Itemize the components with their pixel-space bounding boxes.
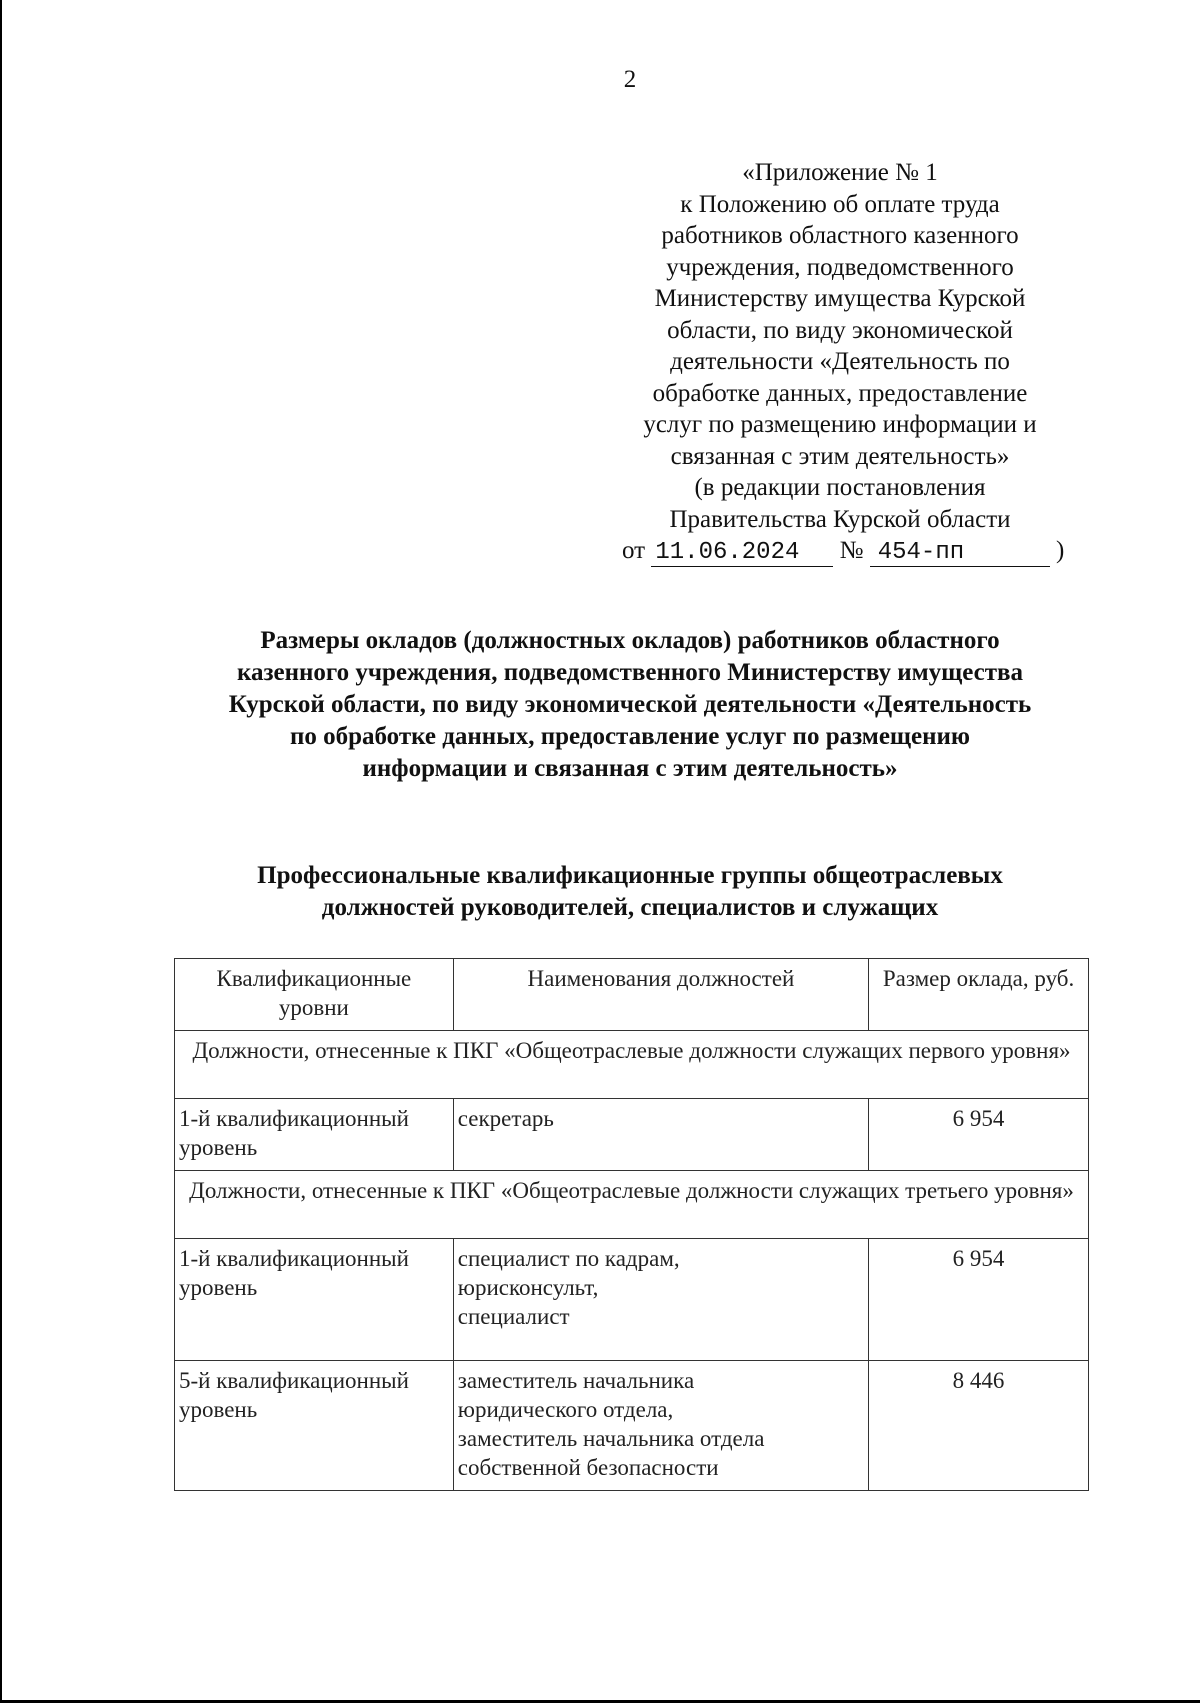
position-name: заместитель начальника: [457, 1368, 695, 1393]
header-position-names: Наименования должностей: [453, 959, 868, 1031]
position-names: [453, 1239, 868, 1361]
position-name: заместитель начальника отдела: [457, 1426, 765, 1451]
appendix-line: «Приложение № 1: [742, 159, 938, 186]
resolution-reference: [622, 535, 1065, 567]
date-prefix: от: [622, 537, 646, 564]
appendix-line: связанная с этим деятельность»: [670, 442, 1010, 470]
position-name: специалист по кадрам,: [457, 1246, 680, 1271]
appendix-line: обработке данных, предоставление: [652, 379, 1028, 407]
appendix-line: работников областного казенного: [661, 222, 1019, 249]
appendix-line: области, по виду экономической: [667, 316, 1013, 344]
title-line: Курской области, по виду экономической деятельности «Деятельность: [228, 691, 1032, 718]
section-title-line: должностей руководителей, специалистов и служащих: [321, 894, 939, 921]
table-group-row: [175, 1171, 1089, 1239]
appendix-line: деятельности «Деятельность по: [670, 348, 1010, 375]
table-row: [175, 1099, 1089, 1171]
resolution-number: 454-пп: [870, 539, 1050, 567]
table-group-row: [175, 1031, 1089, 1099]
appendix-line: учреждения, подведомственного: [666, 253, 1014, 281]
resolution-date: 11.06.2024: [651, 539, 833, 567]
title-line: по обработке данных, предоставление услуг по размещению: [289, 723, 971, 750]
position-name: секретарь: [457, 1106, 554, 1131]
qualification-level: 1-й квалификационный уровень: [175, 1239, 454, 1361]
title-line: Размеры окладов (должностных окладов) работников областного: [260, 627, 1000, 654]
section-title-line: Профессиональные квалификационные группы общеотраслевых: [257, 862, 1003, 889]
salary-table: [174, 958, 1089, 1491]
position-names: [453, 1099, 868, 1171]
table-header-row: [175, 959, 1089, 1031]
salary-value: 6 954: [869, 1099, 1089, 1171]
section-title: [150, 860, 1110, 924]
title-line: информации и связанная с этим деятельность»: [362, 755, 898, 782]
table-row: [175, 1361, 1089, 1491]
appendix-line: (в редакции постановления: [694, 474, 986, 501]
document-title: [150, 625, 1110, 785]
group-title: Должности, отнесенные к ПКГ «Общеотраслевые должности служащих третьего уровня»: [175, 1171, 1089, 1239]
header-salary: Размер оклада, руб.: [869, 959, 1089, 1031]
position-name: специалист: [457, 1304, 570, 1329]
salary-value: 8 446: [869, 1361, 1089, 1491]
scan-left-edge: [0, 0, 2, 1703]
qualification-level: 1-й квалификационный уровень: [175, 1099, 454, 1171]
position-name: юридического отдела,: [457, 1397, 674, 1422]
position-name: собственной безопасности: [457, 1455, 719, 1480]
salary-value: 6 954: [869, 1239, 1089, 1361]
number-prefix: №: [839, 537, 864, 564]
table-row: [175, 1239, 1089, 1361]
page-number: 2: [623, 66, 637, 93]
appendix-line: услуг по размещению информации и: [643, 411, 1037, 438]
appendix-header: [622, 157, 1065, 567]
closing-bracket: ): [1055, 537, 1065, 564]
header-qualification-levels: Квалификационные уровни: [175, 959, 454, 1031]
qualification-level: 5-й квалификационный уровень: [175, 1361, 454, 1491]
appendix-line: Правительства Курской области: [669, 505, 1011, 533]
appendix-line: к Положению об оплате труда: [680, 190, 1000, 218]
position-names: [453, 1361, 868, 1491]
group-title: Должности, отнесенные к ПКГ «Общеотраслевые должности служащих первого уровня»: [175, 1031, 1089, 1099]
appendix-line: Министерству имущества Курской: [654, 285, 1026, 312]
position-name: юрисконсульт,: [457, 1275, 599, 1300]
title-line: казенного учреждения, подведомственного Министерству имущества: [236, 659, 1024, 686]
